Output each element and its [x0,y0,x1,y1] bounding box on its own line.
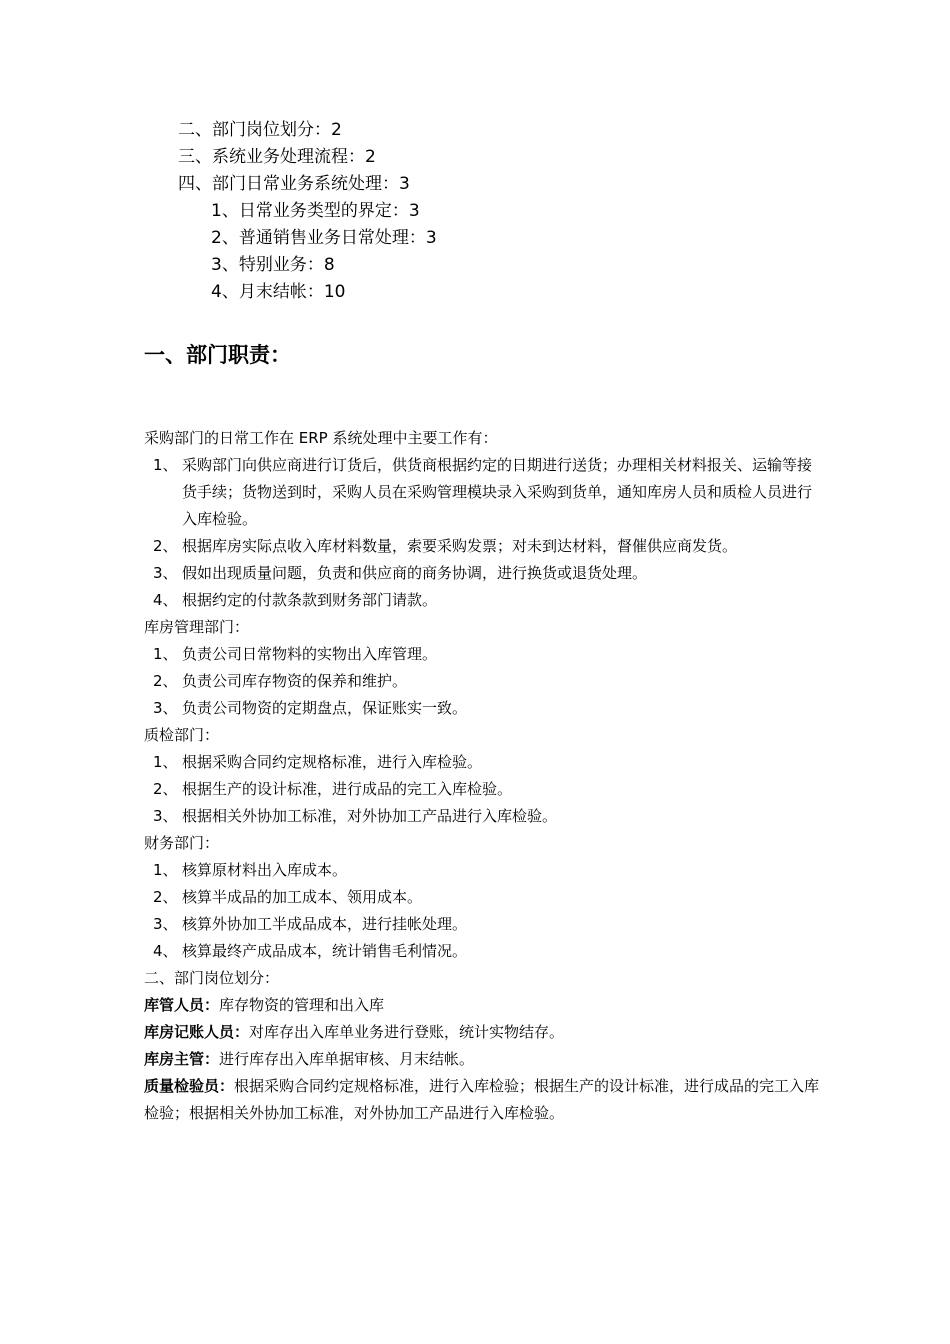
list-text: 核算半成品的加工成本、领用成本。 [182,888,423,906]
role-text: 库存物资的管理和出入库 [219,996,385,1014]
role-text: 进行库存出入库单据审核、月末结帐。 [219,1050,475,1068]
list-text: 根据库房实际点收入库材料数量，索要采购发票；对未到达材料，督催供应商发货。 [182,537,738,555]
purchasing-intro: 采购部门的日常工作在 ERP 系统处理中主要工作有： [144,429,498,447]
list-item [144,452,824,533]
list-item [144,938,824,965]
quality-title: 质检部门： [144,726,220,744]
list-item [144,695,824,722]
role-entry [144,1046,824,1073]
list-text: 根据采购合同约定规格标准，进行入库检验。 [182,753,483,771]
list-text: 假如出现质量问题，负责和供应商的商务协调，进行换货或退货处理。 [182,564,648,582]
role-entry [144,1019,824,1046]
list-item [144,668,824,695]
list-text: 核算最终产成品成本，统计销售毛利情况。 [182,942,468,960]
list-item [144,803,824,830]
list-number: 2、 [153,672,178,690]
list-text: 负责公司库存物资的保养和维护。 [182,672,408,690]
list-number: 3、 [153,699,178,717]
positions-title: 二、部门岗位划分： [144,969,280,987]
list-item [144,560,824,587]
list-number: 2、 [153,780,178,798]
list-text: 根据约定的付款条款到财务部门请款。 [182,591,438,609]
list-number: 4、 [153,942,178,960]
list-text: 核算外协加工半成品成本，进行挂帐处理。 [182,915,468,933]
list-number: 1、 [153,753,178,771]
list-text: 根据生产的设计标准，进行成品的完工入库检验。 [182,780,513,798]
list-item [144,857,824,884]
toc-item: 四、部门日常业务系统处理：3 [178,174,410,194]
list-number: 2、 [153,888,178,906]
list-item [144,641,824,668]
list-item [144,776,824,803]
list-item [144,587,824,614]
toc-item: 二、部门岗位划分：2 [178,120,342,140]
role-entry [144,1073,824,1127]
list-item [144,749,824,776]
document-body [144,425,824,1127]
list-item [144,533,824,560]
list-item [144,911,824,938]
list-number: 1、 [153,645,178,663]
role-label: 质量检验员： [144,1077,235,1095]
list-number: 1、 [153,861,178,879]
toc-subitem: 1、日常业务类型的界定：3 [211,201,420,221]
list-text: 采购部门向供应商进行订货后，供货商根据约定的日期进行送货；办理相关材料报关、运输等接货手续；货物送到时，采购人员在采购管理模块录入采购到货单，通知库房人员和质检人员进行入库检验。 [182,456,813,528]
list-text: 负责公司日常物料的实物出入库管理。 [182,645,438,663]
list-number: 4、 [153,591,178,609]
list-text: 负责公司物资的定期盘点，保证账实一致。 [182,699,468,717]
list-item [144,884,824,911]
role-label: 库房主管： [144,1050,220,1068]
role-entry [144,992,824,1019]
list-text: 核算原材料出入库成本。 [182,861,348,879]
warehouse-title: 库房管理部门： [144,618,250,636]
toc-subitem: 2、普通销售业务日常处理：3 [211,228,437,248]
role-label: 库管人员： [144,996,220,1014]
finance-title: 财务部门： [144,834,220,852]
list-number: 3、 [153,564,178,582]
list-number: 2、 [153,537,178,555]
toc-item: 三、系统业务处理流程：2 [178,147,376,167]
role-text: 根据采购合同约定规格标准，进行入库检验；根据生产的设计标准，进行成品的完工入库检验；根据相关外协加工标准，对外协加工产品进行入库检验。 [144,1077,820,1122]
list-number: 1、 [153,456,178,474]
table-of-contents [178,117,437,306]
toc-subitem: 3、特别业务：8 [211,255,335,275]
role-text: 对库存出入库单业务进行登账，统计实物结存。 [249,1023,565,1041]
toc-subitem: 4、月末结帐：10 [211,282,346,302]
list-text: 根据相关外协加工标准，对外协加工产品进行入库检验。 [182,807,558,825]
section-heading: 一、部门职责： [144,343,291,367]
list-number: 3、 [153,915,178,933]
list-number: 3、 [153,807,178,825]
role-label: 库房记账人员： [144,1023,250,1041]
